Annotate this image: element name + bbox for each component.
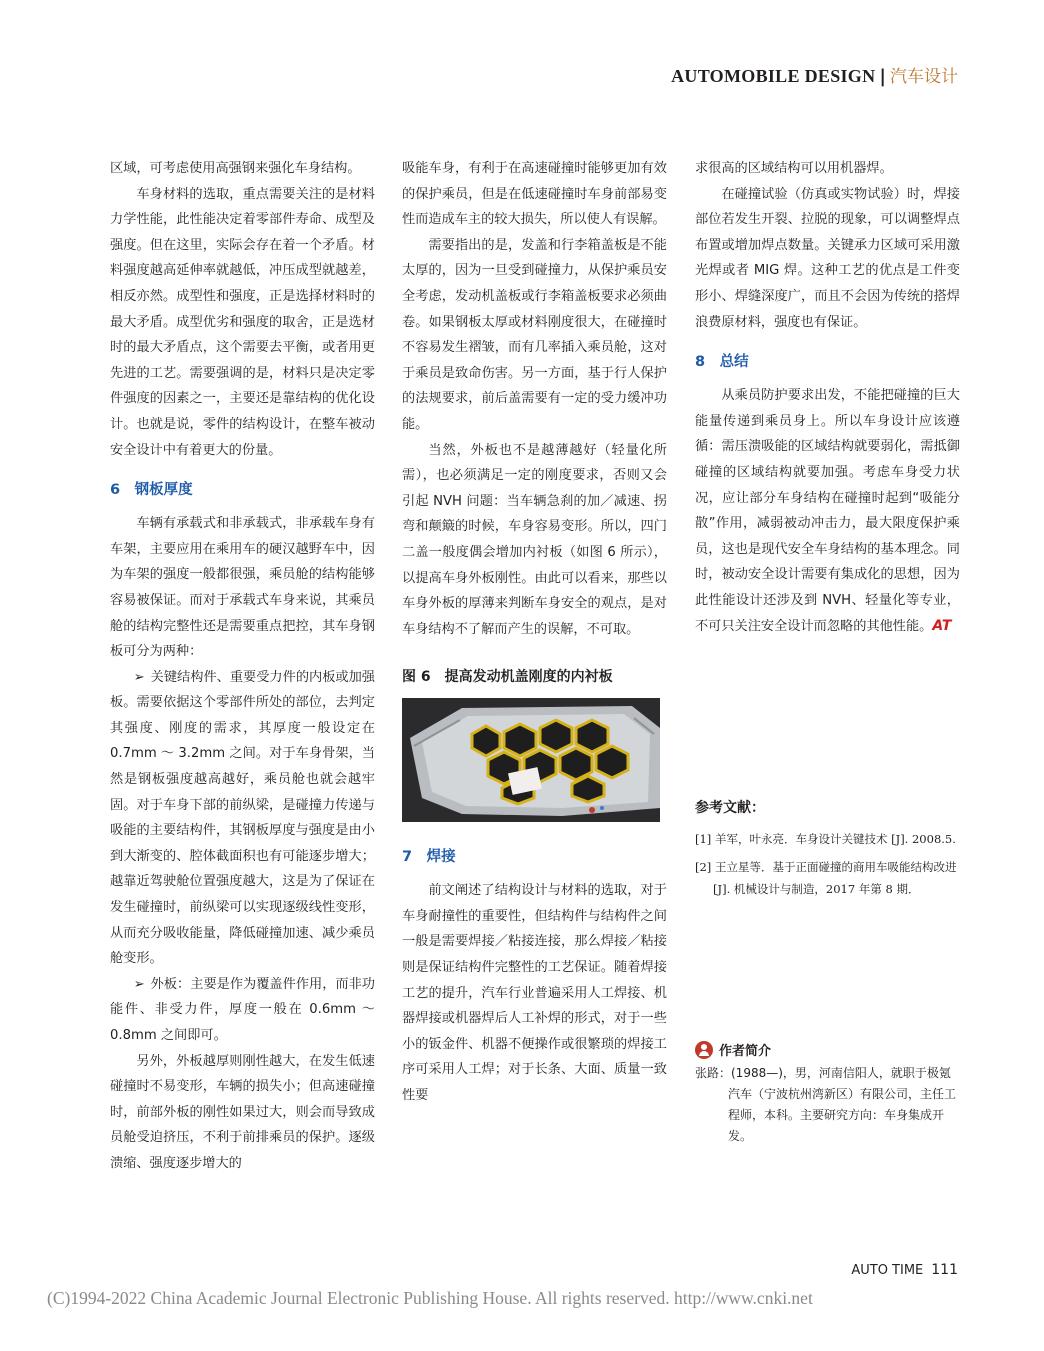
magazine-name: AUTO TIME — [851, 1263, 924, 1278]
column-2 — [402, 156, 667, 1109]
end-mark-logo: AT — [932, 617, 952, 634]
section-heading-6: 6 钢板厚度 — [110, 482, 193, 499]
paragraph: 吸能车身，有利于在高速碰撞时能够更加有效的保护乘员，但是在低速碰撞时车身前部易变性而造成车主的较大损失，所以使人有误解。 — [402, 161, 667, 228]
header-title-en: AUTOMOBILE DESIGN — [671, 66, 876, 86]
bullet-text: 关键结构件、重要受力件的内板或加强板。需要依据这个零部件所处的部位，去判定其强度、刚度的需求，其厚度一般设定在 0.7mm ～ 3.2mm 之间。对于车身骨架，当然是钢板强度越高越好，乘员舱也就会越牢固。对于车身下部的前纵梁，是碰撞力传递与吸能的主要结构件，其钢板厚度与强度是由小到大渐变的、腔体截面积也有可能逐步增大；越靠近驾驶舱位置强度越大，这是为了保证在发生碰撞时，前纵梁可以实现逐级线性变形，从而充分吸收能量，降低碰撞加速、减少乘员舱变形。 — [110, 669, 375, 967]
column-1 — [110, 156, 375, 1177]
references-title: 参考文献： — [695, 800, 765, 816]
arrow-bullet-icon: ➢ — [133, 669, 145, 685]
author-heading — [695, 1040, 771, 1059]
paragraph: 前文阐述了结构设计与材料的选取，对于车身耐撞性的重要性，但结构件与结构件之间一般是需要焊接／粘接连接，那么焊接／粘接则是保证结构件完整性的工艺保证。随着焊接工艺的提升，汽车行业普遍采用人工焊接、机器焊接或机器焊后人工补焊的形式，对于一些小的钣金件、机器不便操作或很繁琐的焊接工序可采用人工焊；对于长条、大面、质量一致性要 — [402, 883, 667, 1104]
bullet-text: 外板：主要是作为覆盖件作用，而非功能件、非受力件，厚度一般在 0.6mm ～ 0.8mm 之间即可。 — [110, 976, 375, 1043]
hood-inner-panel-photo — [402, 698, 660, 822]
arrow-bullet-icon: ➢ — [133, 976, 145, 992]
paragraph: 当然，外板也不是越薄越好（轻量化所需），也必须满足一定的刚度要求，否则又会引起 NVH 问题：当车辆急刹的加／减速、拐弯和颠簸的时候，车身容易变形。所以，四门二盖一般度偶会增加内衬板（如图 6 所示），以提高车身外板刚性。由此可以看来，那些以车身外板的厚薄来判断车身安全的观点，是对车身结构不了解而产生的误解，不可取。 — [402, 442, 667, 637]
reference-item: [2] 王立星等．基于正面碰撞的商用车吸能结构改进 [J]. 机械设计与制造，2017 年第 8 期． — [695, 860, 957, 896]
author-bio-line1: 张路：(1988—)，男，河南信阳人，就职于极氪 — [695, 1066, 951, 1080]
paragraph: 车辆有承载式和非承载式，非承载车身有车架，主要应用在乘用车的硬汉越野车中，因为车架的强度一般都很强，乘员舱的结构能够容易被保证。而对于承载式车身来说，其乘员舱的结构完整性还是需要重点把控，其车身钢板可分为两种： — [110, 516, 375, 660]
bullet-item — [110, 665, 375, 972]
copyright-notice: (C)1994-2022 China Academic Journal Electronic Publishing House. All rights reserved. http://www.cnki.net — [47, 1288, 813, 1308]
header-separator: | — [879, 66, 886, 87]
reference-item: [1] 羊军，叶永亮．车身设计关键技术 [J]. 2008.5. — [695, 832, 956, 846]
paragraph: 在碰撞试验（仿真或实物试验）时，焊接部位若发生开裂、拉脱的现象，可以调整焊点布置或增加焊点数量。关键承力区域可采用激光焊或者 MIG 焊。这种工艺的优点是工件变形小、焊缝深度广，而且不会因为传统的搭焊浪费原材料，强度也有保证。 — [695, 186, 960, 330]
references-list — [695, 828, 960, 906]
page-footer — [851, 1262, 958, 1278]
paragraph: 求很高的区域结构可以用机器焊。 — [695, 161, 893, 176]
page-number: 111 — [931, 1262, 958, 1278]
paragraph: 需要指出的是，发盖和行李箱盖板是不能太厚的，因为一旦受到碰撞力，从保护乘员安全考虑，发动机盖板或行李箱盖板要求必须曲卷。如果钢板太厚或材料刚度很大，在碰撞时不容易发生褶皱，而有几率插入乘员舱，这对于乘员是致命伤害。另一方面，基于行人保护的法规要求，前后盖需要有一定的受力缓冲功能。 — [402, 237, 667, 432]
bullet-item — [110, 972, 375, 1049]
author-heading-text: 作者简介 — [719, 1044, 772, 1059]
author-bio-rest: 汽车（宁波杭州湾新区）有限公司，主任工程师，本科。主要研究方向：车身集成开发。 — [728, 1087, 957, 1143]
paragraph: 另外，外板越厚则刚性越大，在发生低速碰撞时不易变形，车辆的损失小；但高速碰撞时，前部外板的刚性如果过大，则会而导致成员舱受迫挤压，不利于前排乘员的保护。逐级溃缩、强度逐步增大的 — [110, 1053, 375, 1171]
paragraph — [695, 383, 960, 639]
paragraph: 车身材料的选取，重点需要关注的是材料力学性能，此性能决定着零部件寿命、成型及强度。但在这里，实际会存在着一个矛盾。材料强度越高延伸率就越低，冲压成型就越差，相反亦然。成型性和强度，正是选择材料时的最大矛盾。成型优劣和强度的取舍，正是选材时的最大矛盾点，这个需要去平衡，或者用更先进的工艺。需要强调的是，材料只是决定零件强度的因素之一，主要还是靠结构的优化设计。也就是说，零件的结构设计，在整车被动安全设计中有着更大的份量。 — [110, 186, 375, 458]
header-title-cn: 汽车设计 — [890, 67, 958, 87]
person-icon — [695, 1041, 713, 1059]
section-heading-8: 8 总结 — [695, 354, 749, 371]
author-bio — [695, 1063, 960, 1147]
paragraph-text: 从乘员防护要求出发，不能把碰撞的巨大能量传递到乘员身上。所以车身设计应该遵循：需压溃吸能的区域结构就要弱化，需抵御碰撞的区域结构就要加强。考虑车身受力状况，应让部分车身结构在碰撞时起到“吸能分散”作用，减弱被动冲击力，最大限度保护乘员，这也是现代安全车身结构的基本理念。同时，被动安全设计需要有集成化的思想，因为此性能设计还涉及到 NVH、轻量化等专业，不可只关注安全设计而忽略的其他性能。 — [695, 388, 960, 634]
section-heading-7: 7 焊接 — [402, 849, 456, 866]
running-header — [671, 62, 958, 87]
column-3 — [695, 156, 960, 639]
figure-caption: 图 6 提高发动机盖刚度的内衬板 — [402, 669, 613, 686]
paragraph: 区域，可考虑使用高强钢来强化车身结构。 — [110, 161, 361, 176]
